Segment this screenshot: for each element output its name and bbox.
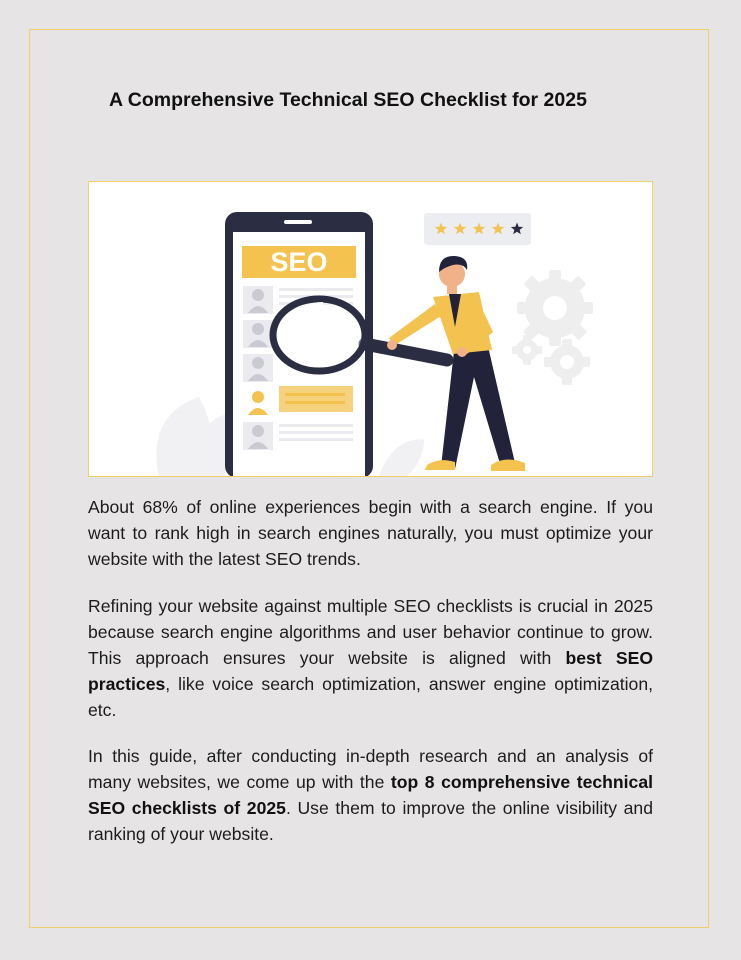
paragraph-guide	[88, 743, 653, 847]
text-segment: In this guide, after conducting in-depth research and an analysis of many websites, we come up with the	[88, 746, 653, 792]
hero-illustration	[88, 181, 653, 477]
bold-phrase: top 8 comprehensive technical SEO checklists of 2025	[88, 772, 653, 818]
list-item-highlighted	[243, 386, 353, 416]
paragraph-intro	[88, 494, 653, 572]
tiny-gear-icon	[512, 335, 542, 365]
text-segment: Refining your website against multiple SEO checklists is crucial in 2025 because search engine algorithms and user behavior continue to grow. This approach ensures your website is aligned with	[88, 596, 653, 668]
bold-phrase: best SEO practices	[88, 648, 654, 694]
person-illustration	[387, 256, 525, 471]
paragraph-checklists	[88, 593, 653, 723]
text-segment: About 68% of online experiences begin with a search engine. If you want to rank high in search engines naturally, you must optimize your website with the latest SEO trends.	[88, 497, 653, 569]
gear-icon	[517, 270, 593, 346]
list-item	[243, 320, 273, 348]
text-segment: . Use them to improve the online visibility and ranking of your website.	[88, 798, 654, 844]
list-item	[243, 354, 273, 382]
phone-seo-label: SEO	[270, 247, 328, 277]
rating-card	[424, 213, 531, 245]
text-segment: , like voice search optimization, answer engine optimization, etc.	[88, 674, 653, 720]
document-title: A Comprehensive Technical SEO Checklist for 2025	[109, 89, 587, 111]
